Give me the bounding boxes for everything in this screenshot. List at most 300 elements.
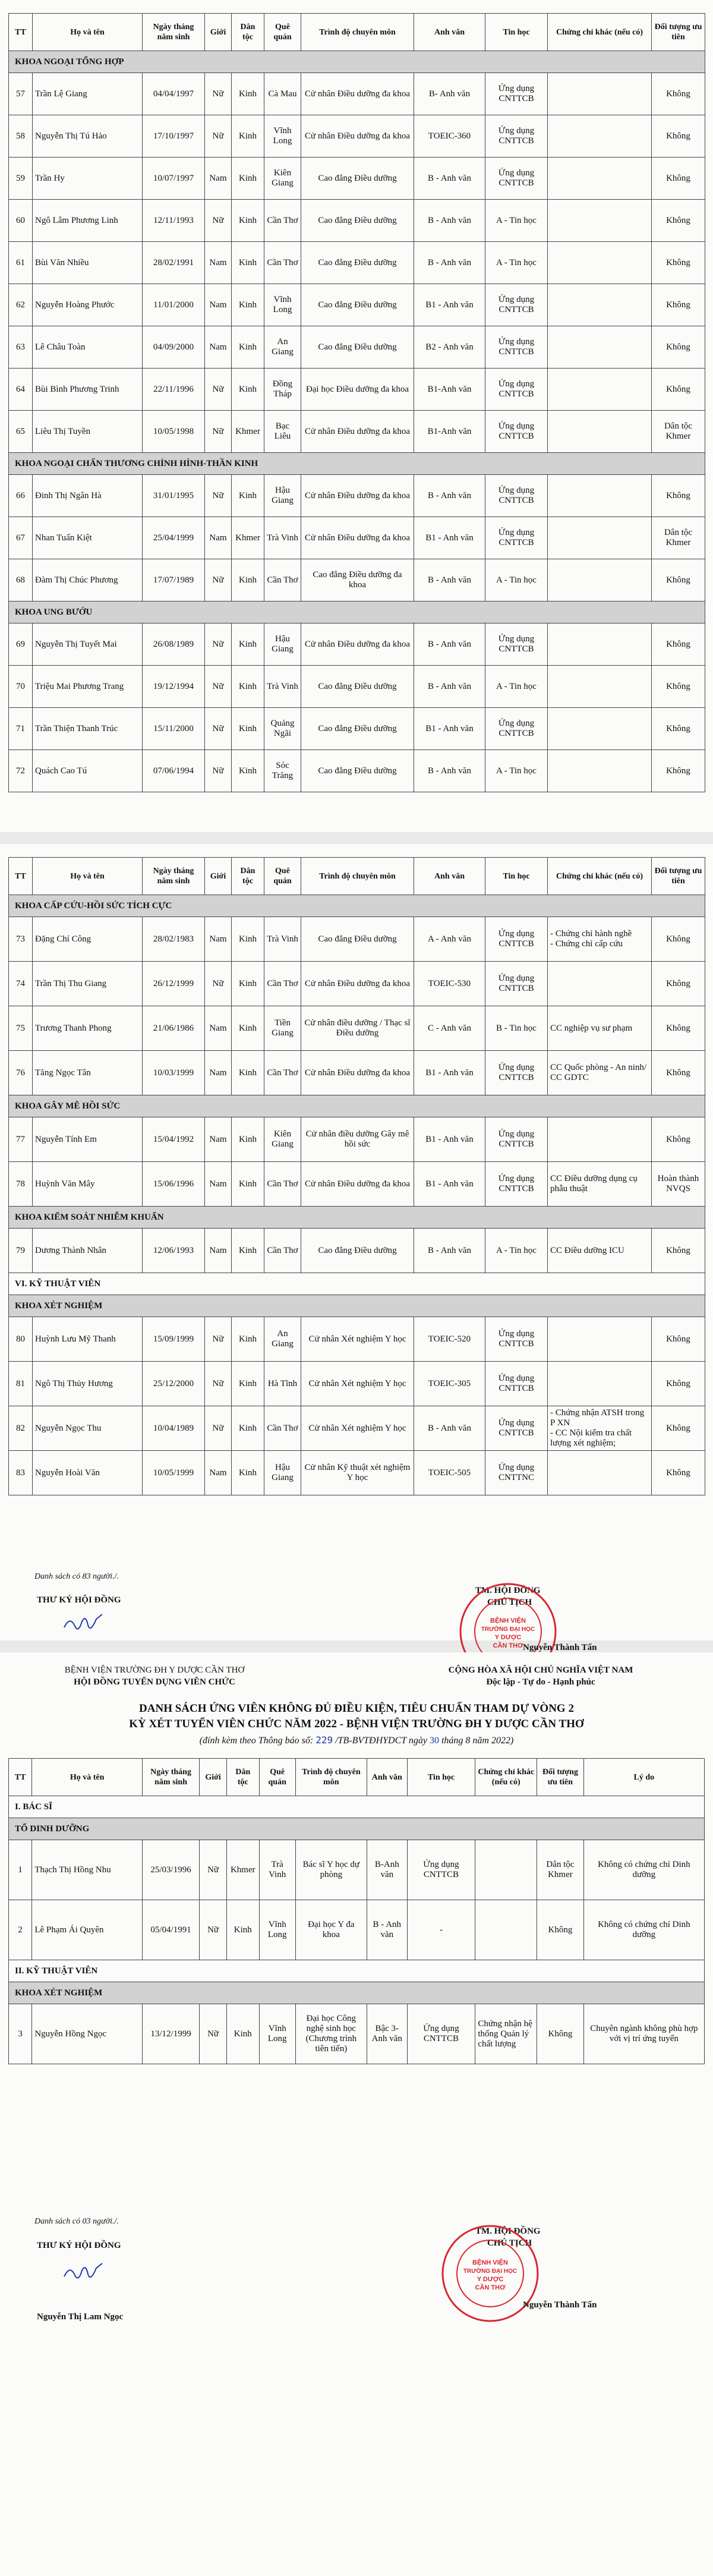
table-cell: B - Anh văn <box>414 200 485 242</box>
table-cell: Nguyễn Thị Tú Hảo <box>33 115 143 158</box>
table-cell: Đinh Thị Ngân Hà <box>33 475 143 517</box>
table-cell <box>548 326 652 369</box>
table-cell: Ứng dụng CNTTCB <box>485 411 548 453</box>
table-cell: Cử nhân Xét nghiệm Y học <box>301 1317 414 1362</box>
table-cell: B - Tin học <box>485 1006 548 1051</box>
table-cell: Chuyên ngành không phù hợp với vị trí ứng tuyển <box>583 2004 704 2064</box>
table-cell: Kinh <box>232 73 264 115</box>
table-cell: Nữ <box>205 200 232 242</box>
table-cell: B - Anh văn <box>414 750 485 792</box>
table-cell: Cao đẳng Điều dưỡng <box>301 666 414 708</box>
table-cell: 15/11/2000 <box>143 708 205 750</box>
table-row <box>9 750 705 792</box>
table-cell: Không <box>652 1051 705 1095</box>
table-cell: 61 <box>9 242 33 284</box>
column-header: Giới <box>200 1759 227 1796</box>
table-cell: 25/04/1999 <box>143 517 205 559</box>
table-cell: Không <box>652 962 705 1006</box>
table-cell: 66 <box>9 475 33 517</box>
svg-text:Y DƯỢC: Y DƯỢC <box>494 1634 522 1641</box>
column-header: Trình độ chuyên môn <box>301 14 414 51</box>
table-cell: Trương Thanh Phong <box>33 1006 143 1051</box>
table-cell: Ứng dụng CNTTCB <box>485 1406 548 1451</box>
table-cell: CC Điều dưỡng dụng cụ phẫu thuật <box>548 1162 652 1207</box>
table-cell: A - Anh văn <box>414 917 485 962</box>
table-cell: Trần Lệ Giang <box>33 73 143 115</box>
table-cell: B1-Anh văn <box>414 369 485 411</box>
column-header: Trình độ chuyên môn <box>301 858 414 895</box>
table-cell <box>548 411 652 453</box>
table-cell: 60 <box>9 200 33 242</box>
table-cell: B - Anh văn <box>414 1406 485 1451</box>
table-cell: Ứng dụng CNTTCB <box>485 73 548 115</box>
table-cell: Dân tộc Khmer <box>537 1840 584 1900</box>
table-cell: Nam <box>205 1229 232 1273</box>
table-cell: TOEIC-360 <box>414 115 485 158</box>
table-cell: Dương Thành Nhân <box>33 1229 143 1273</box>
table-cell <box>548 1117 652 1162</box>
column-header: Anh văn <box>367 1759 407 1796</box>
section-title: II. KỸ THUẬT VIÊN <box>9 1960 705 1982</box>
table-row <box>9 326 705 369</box>
table-cell: Cao đẳng Điều dưỡng <box>301 326 414 369</box>
candidate-table-page-1 <box>8 13 705 792</box>
table-cell: 58 <box>9 115 33 158</box>
table-cell: A - Tin học <box>485 666 548 708</box>
table-cell: Không <box>652 708 705 750</box>
table-cell: Cử nhân Điều dưỡng đa khoa <box>301 1051 414 1095</box>
table-cell: 77 <box>9 1117 33 1162</box>
column-header: Quê quán <box>264 14 301 51</box>
section-title: KHOA NGOẠI CHẤN THƯƠNG CHỈNH HÌNH-THẦN KINH <box>9 453 705 475</box>
table-row <box>9 666 705 708</box>
svg-text:CẦN THƠ: CẦN THƠ <box>493 1642 523 1649</box>
table-cell: B - Anh văn <box>414 158 485 200</box>
table-row <box>9 708 705 750</box>
table-cell: Vĩnh Long <box>259 1900 295 1960</box>
table-cell: Cử nhân Điều dưỡng đa khoa <box>301 517 414 559</box>
table-cell: Kinh <box>232 1317 264 1362</box>
table-cell: Cử nhân Điều dưỡng đa khoa <box>301 411 414 453</box>
table-cell: Cần Thơ <box>264 559 301 602</box>
doc-subtitle <box>0 1734 713 1746</box>
table-cell: B - Anh văn <box>414 1229 485 1273</box>
table-cell: 69 <box>9 623 33 666</box>
table-cell: Ứng dụng CNTTCB <box>485 284 548 326</box>
table-cell: 04/09/2000 <box>143 326 205 369</box>
secretary-signature-icon <box>59 2259 107 2288</box>
table-cell: 10/07/1997 <box>143 158 205 200</box>
table-cell <box>548 517 652 559</box>
table-cell: 25/03/1996 <box>143 1840 200 1900</box>
table-cell: Ứng dụng CNTTCB <box>485 1362 548 1406</box>
table-cell: Nữ <box>200 1840 227 1900</box>
table-cell: B1 - Anh văn <box>414 1162 485 1207</box>
section-row <box>9 1796 705 1818</box>
table-cell: Cử nhân Điều dưỡng đa khoa <box>301 475 414 517</box>
nation-line-1: CỘNG HÒA XÃ HỘI CHỦ NGHĨA VIỆT NAM <box>448 1665 633 1675</box>
table-cell: Cử nhân Kỹ thuật xét nghiệm Y học <box>301 1451 414 1495</box>
table-row <box>9 200 705 242</box>
document-page-3 <box>0 1652 713 2576</box>
table-cell: Quách Cao Tú <box>33 750 143 792</box>
table-cell: Nhan Tuấn Kiệt <box>33 517 143 559</box>
table-cell: Khmer <box>232 517 264 559</box>
table-cell: Cần Thơ <box>264 1051 301 1095</box>
table-cell: 26/08/1989 <box>143 623 205 666</box>
table-cell: - <box>407 1900 475 1960</box>
table-cell: Hậu Giang <box>264 1451 301 1495</box>
table-cell: TOEIC-305 <box>414 1362 485 1406</box>
table-cell: Không <box>652 475 705 517</box>
table-cell: Không <box>652 73 705 115</box>
table-cell <box>475 1840 537 1900</box>
table-row <box>9 2004 705 2064</box>
table-cell: Nữ <box>200 2004 227 2064</box>
table-cell: 10/05/1998 <box>143 411 205 453</box>
table-cell: Nguyễn Tính Em <box>33 1117 143 1162</box>
table-cell: Không <box>652 200 705 242</box>
table-cell: Bùi Văn Nhiều <box>33 242 143 284</box>
table-header-row <box>9 858 705 895</box>
table-cell: Kinh <box>232 750 264 792</box>
table-cell <box>548 475 652 517</box>
table-cell: Ứng dụng CNTTCB <box>485 917 548 962</box>
column-header: Dân tộc <box>232 858 264 895</box>
table-cell: Đặng Chí Công <box>33 917 143 962</box>
table-cell: Ứng dụng CNTTCB <box>407 2004 475 2064</box>
table-cell: Bạc Liêu <box>264 411 301 453</box>
table-cell: Kinh <box>232 917 264 962</box>
table-cell: 22/11/1996 <box>143 369 205 411</box>
table-cell: Cử nhân Điều dưỡng đa khoa <box>301 1162 414 1207</box>
section-row <box>9 1273 705 1295</box>
table-row <box>9 1451 705 1495</box>
doc-title-2: KỲ XÉT TUYỂN VIÊN CHỨC NĂM 2022 - BỆNH VIỆN TRƯỜNG ĐH Y DƯỢC CẦN THƠ <box>129 1718 584 1730</box>
column-header: TT <box>9 14 33 51</box>
column-header: Anh văn <box>414 14 485 51</box>
table-cell: Triệu Mai Phương Trang <box>33 666 143 708</box>
table-row <box>9 1406 705 1451</box>
table-cell: B - Anh văn <box>414 242 485 284</box>
table-cell: Cử nhân Điều dưỡng đa khoa <box>301 115 414 158</box>
table-cell: Nam <box>205 242 232 284</box>
table-cell: 28/02/1991 <box>143 242 205 284</box>
table-cell: B - Anh văn <box>367 1900 407 1960</box>
table-cell: Cần Thơ <box>264 1229 301 1273</box>
table-cell: Nam <box>205 1006 232 1051</box>
column-header: Đối tượng ưu tiên <box>652 858 705 895</box>
table-cell: B2 - Anh văn <box>414 326 485 369</box>
table-cell: Dân tộc Khmer <box>652 411 705 453</box>
table-cell: Kinh <box>232 559 264 602</box>
ineligible-table <box>8 1758 705 2064</box>
table-cell: Cần Thơ <box>264 1406 301 1451</box>
table-cell: Không <box>652 242 705 284</box>
table-cell: Nam <box>205 326 232 369</box>
secretary-name: Nguyễn Thị Lam Ngọc <box>37 2312 124 2322</box>
table-cell: Nữ <box>205 962 232 1006</box>
secretary-title: THƯ KÝ HỘI ĐỒNG <box>37 1595 121 1605</box>
table-cell: Kinh <box>232 326 264 369</box>
table-row <box>9 284 705 326</box>
column-header: Quê quán <box>264 858 301 895</box>
table-cell: Kinh <box>232 1162 264 1207</box>
table-cell: Kinh <box>232 242 264 284</box>
table-cell: Huỳnh Văn Mây <box>33 1162 143 1207</box>
table-cell: Không <box>652 623 705 666</box>
column-header: Anh văn <box>414 858 485 895</box>
table-cell: Kinh <box>232 115 264 158</box>
table-cell: Lê Châu Toàn <box>33 326 143 369</box>
table-cell: Kinh <box>232 1117 264 1162</box>
table-cell: Nữ <box>205 475 232 517</box>
table-cell: Không <box>537 1900 584 1960</box>
document-page-1 <box>0 0 713 832</box>
table-cell: 59 <box>9 158 33 200</box>
table-cell: Không <box>652 559 705 602</box>
table-row <box>9 1362 705 1406</box>
table-cell: TOEIC-530 <box>414 962 485 1006</box>
table-cell: 21/06/1986 <box>143 1006 205 1051</box>
table-cell: 07/06/1994 <box>143 750 205 792</box>
column-header: Họ và tên <box>33 14 143 51</box>
table-cell: Kinh <box>232 962 264 1006</box>
table-cell: Không <box>652 115 705 158</box>
table-cell: Ứng dụng CNTTCB <box>485 115 548 158</box>
table-cell <box>548 369 652 411</box>
table-cell: Cao đẳng Điều dưỡng <box>301 708 414 750</box>
table-cell: 10/04/1989 <box>143 1406 205 1451</box>
table-cell: Nam <box>205 1162 232 1207</box>
table-cell: Kiên Giang <box>264 1117 301 1162</box>
table-cell: Cao đẳng Điều dưỡng <box>301 917 414 962</box>
table-cell: B - Anh văn <box>414 475 485 517</box>
table-cell: 15/06/1996 <box>143 1162 205 1207</box>
table-cell: CC nghiệp vụ sư phạm <box>548 1006 652 1051</box>
table-cell <box>548 242 652 284</box>
table-cell: 75 <box>9 1006 33 1051</box>
table-cell: Nam <box>205 284 232 326</box>
column-header: Dân tộc <box>232 14 264 51</box>
table-cell: Nam <box>205 517 232 559</box>
subtitle-pre: (đính kèm theo Thông báo số: <box>199 1736 314 1746</box>
table-cell: Không có chứng chỉ Dinh dưỡng <box>583 1900 704 1960</box>
table-cell: Nữ <box>205 559 232 602</box>
table-cell: Nam <box>205 158 232 200</box>
table-cell: An Giang <box>264 1317 301 1362</box>
table-cell: Nguyễn Hoàng Phước <box>33 284 143 326</box>
table-cell: Đại học Điều dưỡng đa khoa <box>301 369 414 411</box>
table-cell: Hà Tĩnh <box>264 1362 301 1406</box>
table-cell: CC Điều dưỡng ICU <box>548 1229 652 1273</box>
table-row <box>9 517 705 559</box>
table-row <box>9 1162 705 1207</box>
table-row <box>9 369 705 411</box>
table-cell: Thạch Thị Hồng Nhu <box>32 1840 143 1900</box>
table-cell: Ứng dụng CNTTCB <box>485 623 548 666</box>
table-cell: Nữ <box>205 666 232 708</box>
table-cell <box>548 115 652 158</box>
table-row <box>9 962 705 1006</box>
table-cell <box>548 284 652 326</box>
subtitle-post: tháng 8 năm 2022) <box>441 1736 514 1746</box>
table-cell: 17/07/1989 <box>143 559 205 602</box>
table-cell: Liêu Thị Tuyền <box>33 411 143 453</box>
table-cell: 82 <box>9 1406 33 1451</box>
table-cell: Cà Mau <box>264 73 301 115</box>
table-row <box>9 623 705 666</box>
table-cell: Lê Phạm Ái Quyên <box>32 1900 143 1960</box>
table-cell: Kinh <box>232 1406 264 1451</box>
column-header: Họ và tên <box>32 1759 143 1796</box>
table-cell: Không <box>652 1006 705 1051</box>
table-cell: Hậu Giang <box>264 623 301 666</box>
section-row <box>9 1818 705 1840</box>
table-cell: Cao đẳng Điều dưỡng <box>301 242 414 284</box>
subtitle-mid: /TB-BVTĐHYDCT ngày <box>335 1736 427 1746</box>
table-cell: 76 <box>9 1051 33 1095</box>
table-row <box>9 411 705 453</box>
table-cell: 74 <box>9 962 33 1006</box>
table-cell: Không <box>652 666 705 708</box>
column-header: Dân tộc <box>227 1759 260 1796</box>
section-title: KHOA CẤP CỨU-HỒI SỨC TÍCH CỰC <box>9 895 705 917</box>
table-cell: Nữ <box>205 623 232 666</box>
table-cell: Cử nhân Điều dưỡng đa khoa <box>301 623 414 666</box>
count-note: Danh sách có 03 người./. <box>34 2217 119 2226</box>
table-cell: Trà Vinh <box>264 517 301 559</box>
table-cell: 80 <box>9 1317 33 1362</box>
table-cell: Chứng nhận hệ thống Quản lý chất lượng <box>475 2004 537 2064</box>
section-row <box>9 895 705 917</box>
column-header: Họ và tên <box>33 858 143 895</box>
table-cell: Nữ <box>205 1317 232 1362</box>
table-cell: Ứng dụng CNTTNC <box>485 1451 548 1495</box>
table-cell: B- Anh văn <box>414 73 485 115</box>
table-cell: Ngô Thị Thủy Hương <box>33 1362 143 1406</box>
table-cell <box>548 962 652 1006</box>
table-cell: Cần Thơ <box>264 1162 301 1207</box>
table-row <box>9 242 705 284</box>
table-cell: Ứng dụng CNTTCB <box>485 369 548 411</box>
table-cell: Trà Vinh <box>264 917 301 962</box>
table-cell: Quảng Ngãi <box>264 708 301 750</box>
table-cell: Hậu Giang <box>264 475 301 517</box>
table-cell: Cần Thơ <box>264 962 301 1006</box>
table-cell: Khmer <box>232 411 264 453</box>
table-cell: Cao đẳng Điều dưỡng <box>301 284 414 326</box>
table-cell: 17/10/1997 <box>143 115 205 158</box>
section-row <box>9 1960 705 1982</box>
table-cell: 04/04/1997 <box>143 73 205 115</box>
section-title: KHOA XÉT NGHIỆM <box>9 1295 705 1317</box>
table-cell: B-Anh văn <box>367 1840 407 1900</box>
column-header: Giới <box>205 14 232 51</box>
column-header: Chứng chỉ khác (nếu có) <box>548 14 652 51</box>
column-header: Ngày tháng năm sinh <box>143 1759 200 1796</box>
table-cell: 05/04/1991 <box>143 1900 200 1960</box>
table-cell: 79 <box>9 1229 33 1273</box>
table-cell: B1 - Anh văn <box>414 284 485 326</box>
table-row <box>9 1117 705 1162</box>
table-cell <box>548 73 652 115</box>
table-cell <box>548 1362 652 1406</box>
table-row <box>9 559 705 602</box>
section-row <box>9 51 705 73</box>
table-cell: Dân tộc Khmer <box>652 517 705 559</box>
table-cell: B1 - Anh văn <box>414 517 485 559</box>
table-cell: 3 <box>9 2004 32 2064</box>
candidate-table-page-2 <box>8 857 705 1495</box>
table-cell: Kinh <box>232 708 264 750</box>
table-cell: Kinh <box>232 623 264 666</box>
table-cell: B - Anh văn <box>414 623 485 666</box>
section-title: VI. KỸ THUẬT VIÊN <box>9 1273 705 1295</box>
table-cell: Kinh <box>227 1900 260 1960</box>
table-cell: TOEIC-520 <box>414 1317 485 1362</box>
table-cell: Nữ <box>205 73 232 115</box>
table-cell: Vĩnh Long <box>264 115 301 158</box>
table-cell: Nguyễn Thị Tuyết Mai <box>33 623 143 666</box>
column-header: Tin học <box>407 1759 475 1796</box>
table-cell: Không <box>652 369 705 411</box>
table-cell: Đàm Thị Chúc Phương <box>33 559 143 602</box>
table-cell: Ứng dụng CNTTCB <box>407 1840 475 1900</box>
table-cell: Nữ <box>205 750 232 792</box>
column-header: Ngày tháng năm sinh <box>143 14 205 51</box>
table-cell: Trà Vinh <box>264 666 301 708</box>
table-cell: 12/11/1993 <box>143 200 205 242</box>
table-cell: Cử nhân Xét nghiệm Y học <box>301 1406 414 1451</box>
table-cell: Kinh <box>232 1451 264 1495</box>
table-cell: Không <box>537 2004 584 2064</box>
table-cell: Cử nhân điều dưỡng Gây mê hồi sức <box>301 1117 414 1162</box>
table-cell: Không <box>652 158 705 200</box>
table-cell: An Giang <box>264 326 301 369</box>
table-cell: 65 <box>9 411 33 453</box>
table-cell: Nam <box>205 1051 232 1095</box>
table-cell <box>548 708 652 750</box>
table-cell: Ứng dụng CNTTCB <box>485 158 548 200</box>
table-cell: Vĩnh Long <box>259 2004 295 2064</box>
table-cell: 81 <box>9 1362 33 1406</box>
column-header: Giới <box>205 858 232 895</box>
table-cell: 64 <box>9 369 33 411</box>
table-cell: 15/09/1999 <box>143 1317 205 1362</box>
table-cell: Kiên Giang <box>264 158 301 200</box>
svg-text:Y DƯỢC: Y DƯỢC <box>477 2276 504 2283</box>
table-cell: Kinh <box>232 158 264 200</box>
table-cell: Kinh <box>227 2004 260 2064</box>
table-cell: Cao đẳng Điều dưỡng <box>301 750 414 792</box>
column-header: Chứng chỉ khác (nếu có) <box>548 858 652 895</box>
section-row <box>9 1982 705 2004</box>
table-cell: 31/01/1995 <box>143 475 205 517</box>
table-cell: 26/12/1999 <box>143 962 205 1006</box>
table-cell: Hoàn thành NVQS <box>652 1162 705 1207</box>
table-cell: Kinh <box>232 1051 264 1095</box>
table-cell: Đồng Tháp <box>264 369 301 411</box>
table-cell: Không <box>652 1451 705 1495</box>
table-cell: CC Quốc phòng - An ninh/ CC GDTC <box>548 1051 652 1095</box>
table-cell: Nam <box>205 1451 232 1495</box>
column-header: Đối tượng ưu tiên <box>537 1759 584 1796</box>
column-header: Chứng chỉ khác (nếu có) <box>475 1759 537 1796</box>
table-cell: 62 <box>9 284 33 326</box>
table-cell: 13/12/1999 <box>143 2004 200 2064</box>
table-cell: Sóc Trăng <box>264 750 301 792</box>
